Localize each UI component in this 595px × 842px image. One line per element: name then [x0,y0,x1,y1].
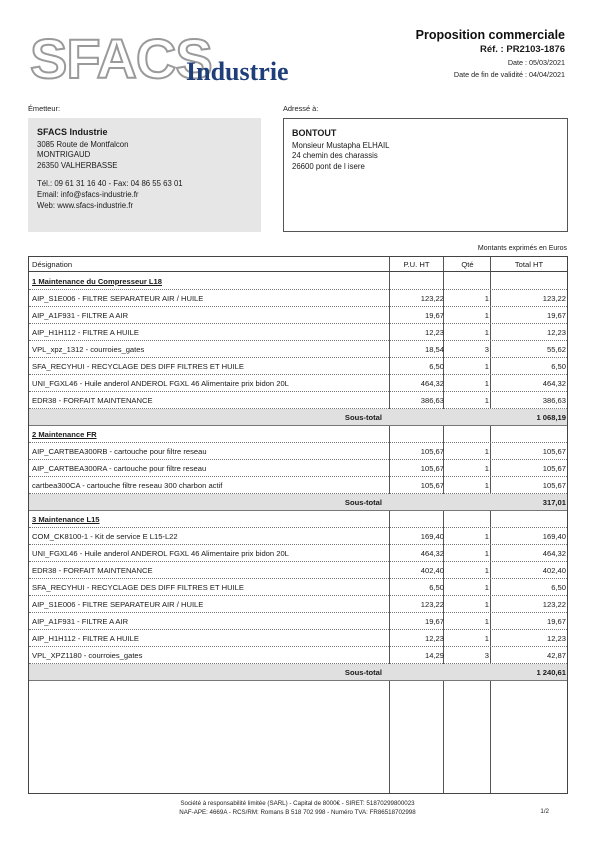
item-unit-price: 19,67 [424,311,444,320]
subtotal-label: Sous-total [344,668,382,677]
item-unit-price: 12,23 [424,634,444,643]
table-header [29,257,567,272]
items-table [28,256,568,794]
section-title-row [29,511,567,528]
item-total: 12,23 [546,328,566,337]
header-total: Total HT [514,260,544,269]
item-quantity: 1 [484,566,489,575]
item-total: 105,67 [542,464,566,473]
item-unit-price: 14,29 [424,651,444,660]
item-total: 169,40 [542,532,566,541]
section-title: 2 Maintenance FR [32,430,97,439]
table-row [29,341,567,358]
table-row [29,443,567,460]
item-designation: EDR38 - FORFAIT MAINTENANCE [32,566,153,575]
item-quantity: 3 [484,345,489,354]
item-total: 6,50 [551,362,566,371]
item-quantity: 1 [484,549,489,558]
item-total: 6,50 [551,583,566,592]
emetteur-label: Émetteur: [28,104,61,113]
subtotal-value: 1 068,19 [536,413,566,422]
item-total: 19,67 [546,617,566,626]
document-validity-date: Date de fin de validité : 04/04/2021 [453,70,565,79]
section-title-row [29,426,567,443]
item-total: 402,40 [542,566,566,575]
emetteur-email: Email: info@sfacs-industrie.fr [37,189,139,199]
subtotal-label: Sous-total [344,413,382,422]
item-designation: VPL_xpz_1312 - courroies_gates [32,345,145,354]
section-title: 3 Maintenance L15 [32,515,100,524]
item-total: 123,22 [542,294,566,303]
item-designation: COM_CK8100-1 - Kit de service E L15-L22 [32,532,178,541]
item-total: 105,67 [542,447,566,456]
item-quantity: 1 [484,583,489,592]
table-row [29,528,567,545]
document-title: Proposition commerciale [415,28,565,42]
item-unit-price: 19,67 [424,617,444,626]
header-unit-price: P.U. HT [403,260,430,269]
table-row [29,545,567,562]
item-unit-price: 464,32 [420,549,444,558]
subtotal-label: Sous-total [344,498,382,507]
item-designation: AIP_S1E006 - FILTRE SEPARATEUR AIR / HUILE [32,294,204,303]
item-quantity: 3 [484,651,489,660]
destinataire-block [283,118,568,232]
company-logo [28,28,318,86]
table-row [29,613,567,630]
emetteur-address-line: 3085 Route de Montfalcon [37,139,129,149]
subtotal-row [29,494,567,511]
item-unit-price: 386,63 [420,396,444,405]
table-row [29,375,567,392]
table-row [29,358,567,375]
emetteur-block [28,118,261,232]
footer-legal-line: NAF-APE: 4669A - RCS/RM: Romans B 518 702 998 - Numéro TVA: FR86518702998 [179,808,416,816]
table-row [29,460,567,477]
item-quantity: 1 [484,464,489,473]
item-total: 105,67 [542,481,566,490]
item-quantity: 1 [484,481,489,490]
emetteur-address-line: MONTRIGAUD [37,150,91,160]
item-designation: AIP_A1F931 - FILTRE A AIR [32,617,129,626]
item-total: 464,32 [542,549,566,558]
subtotal-row [29,664,567,681]
item-unit-price: 105,67 [420,447,444,456]
item-designation: EDR38 - FORFAIT MAINTENANCE [32,396,153,405]
item-unit-price: 464,32 [420,379,444,388]
item-designation: AIP_A1F931 - FILTRE A AIR [32,311,129,320]
sfacs-logo-graphic [28,28,318,86]
item-unit-price: 6,50 [429,362,444,371]
item-designation: SFA_RECYHUI - RECYCLAGE DES DIFF FILTRES ET HUILE [32,362,244,371]
item-designation: SFA_RECYHUI - RECYCLAGE DES DIFF FILTRES ET HUILE [32,583,244,592]
item-total: 55,62 [546,345,566,354]
destinataire-address-line: 26600 pont de l isere [292,161,365,171]
item-designation: AIP_H1H112 - FILTRE A HUILE [32,634,139,643]
item-total: 464,32 [542,379,566,388]
document-date: Date : 05/03/2021 [507,58,565,67]
item-quantity: 1 [484,311,489,320]
item-unit-price: 6,50 [429,583,444,592]
item-quantity: 1 [484,396,489,405]
item-total: 386,63 [542,396,566,405]
destinataire-address-line: 24 chemin des charassis [292,151,378,161]
logo-wordmark: SFACS [30,28,212,86]
item-designation: AIP_H1H112 - FILTRE A HUILE [32,328,139,337]
item-unit-price: 105,67 [420,464,444,473]
item-unit-price: 18,54 [424,345,444,354]
emetteur-name: SFACS Industrie [37,127,108,137]
page-footer [0,800,595,817]
item-quantity: 1 [484,600,489,609]
item-total: 123,22 [542,600,566,609]
section-title-row [29,273,567,290]
item-unit-price: 123,22 [420,600,444,609]
item-unit-price: 402,40 [420,566,444,575]
item-designation: AIP_CARTBEA300RB - cartouche pour filtre reseau [32,447,207,456]
emetteur-address-line: 26350 VALHERBASSE [37,160,118,170]
item-designation: UNI_FGXL46 - Huile anderol ANDEROL FGXL 46 Alimentaire prix bidon 20L [32,549,289,558]
subtotal-row [29,409,567,426]
table-row [29,290,567,307]
item-quantity: 1 [484,617,489,626]
item-quantity: 1 [484,447,489,456]
table-row [29,562,567,579]
destinataire-label: Adressé à: [283,104,319,113]
document-reference: Réf. : PR2103-1876 [479,44,565,55]
table-row [29,630,567,647]
item-quantity: 1 [484,532,489,541]
item-designation: AIP_S1E006 - FILTRE SEPARATEUR AIR / HUILE [32,600,204,609]
table-row [29,307,567,324]
table-row [29,324,567,341]
item-quantity: 1 [484,379,489,388]
item-total: 19,67 [546,311,566,320]
footer-legal-line: Société à responsabilité limitée (SARL) - Capital de 8000€ - SIRET: 51870299800023 [180,800,415,807]
item-designation: VPL_XPZ1180 - courroies_gates [32,651,143,660]
item-unit-price: 105,67 [420,481,444,490]
item-unit-price: 123,22 [420,294,444,303]
currency-note: Montants exprimés en Euros [477,245,567,252]
item-quantity: 1 [484,362,489,371]
section-title: 1 Maintenance du Compresseur L18 [32,277,162,286]
item-unit-price: 169,40 [420,532,444,541]
header-designation: Désignation [32,260,73,269]
item-designation: cartbea300CA - cartouche filtre reseau 300 charbon actif [32,481,223,490]
subtotal-value: 317,01 [542,498,566,507]
header-quantity: Qté [461,260,474,269]
item-quantity: 1 [484,634,489,643]
item-quantity: 1 [484,294,489,303]
table-row [29,647,567,664]
document-header [416,28,565,79]
emetteur-website: Web: www.sfacs-industrie.fr [37,200,134,210]
item-designation: UNI_FGXL46 - Huile anderol ANDEROL FGXL 46 Alimentaire prix bidon 20L [32,379,289,388]
item-designation: AIP_CARTBEA300RA - cartouche pour filtre reseau [32,464,207,473]
item-quantity: 1 [484,328,489,337]
subtotal-value: 1 240,61 [536,668,566,677]
table-row [29,579,567,596]
item-unit-price: 12,23 [424,328,444,337]
item-total: 42,87 [546,651,566,660]
destinataire-name: BONTOUT [292,128,337,138]
table-row [29,477,567,494]
item-total: 12,23 [546,634,566,643]
emetteur-phone: Tél.: 09 61 31 16 40 - Fax: 04 86 55 63 01 [37,179,183,189]
table-row [29,392,567,409]
logo-subtitle: Industrie [186,57,289,86]
destinataire-contact: Monsieur Mustapha ELHAIL [292,140,390,150]
page-number: 1/2 [540,808,549,815]
table-row [29,596,567,613]
